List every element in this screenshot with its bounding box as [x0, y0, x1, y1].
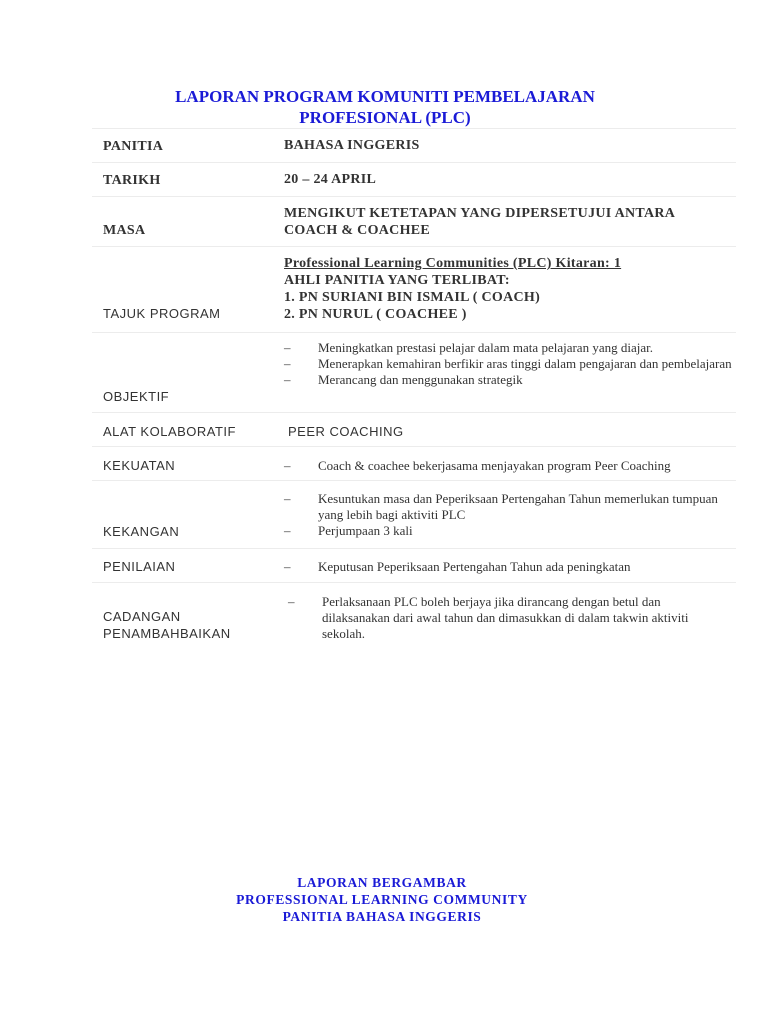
kekangan-item-1: Kesuntukan masa dan Peperiksaan Pertengahan Tahun memerlukan tumpuan yang lebih bagi aktiviti PLC	[318, 491, 718, 522]
value-tajuk-line2: AHLI PANITIA YANG TERLIBAT:	[284, 273, 510, 288]
row-alat-kolaboratif	[92, 412, 736, 447]
label-masa: MASA	[103, 223, 146, 238]
list-item	[284, 491, 734, 523]
value-alat-kolaboratif: PEER COACHING	[288, 424, 404, 439]
label-cadangan-line2: PENAMBAHBAIKAN	[103, 626, 231, 641]
row-masa	[92, 196, 736, 247]
dash-bullet: –	[284, 356, 291, 371]
list-item	[284, 458, 734, 474]
penilaian-item-1: Keputusan Peperiksaan Pertengahan Tahun ada peningkatan	[318, 559, 631, 574]
dash-bullet: –	[284, 340, 291, 355]
dash-bullet: –	[284, 491, 291, 506]
dash-bullet: –	[284, 559, 291, 574]
objektif-item-2: Menerapkan kemahiran berfikir aras tinggi dalam pengajaran dan pembelajaran	[318, 356, 732, 371]
row-cadangan-penambahbaikan	[92, 582, 736, 653]
label-objektif: OBJEKTIF	[103, 389, 170, 404]
footer-line2: PROFESSIONAL LEARNING COMMUNITY	[236, 892, 528, 907]
list-item	[284, 559, 734, 575]
penilaian-list	[284, 559, 734, 575]
kekuatan-item-1: Coach & coachee bekerjasama menjayakan program Peer Coaching	[318, 458, 671, 473]
value-masa-line1: MENGIKUT KETETAPAN YANG DIPERSETUJUI ANTARA	[284, 206, 676, 221]
value-tarikh: 20 – 24 APRIL	[284, 172, 377, 187]
label-tarikh: TARIKH	[103, 173, 161, 188]
objektif-list	[284, 340, 734, 388]
footer-line3: PANITIA BAHASA INGGERIS	[282, 909, 482, 924]
label-alat-kolaboratif: ALAT KOLABORATIF	[103, 424, 236, 439]
label-cadangan-line1: CADANGAN	[103, 609, 181, 624]
cadangan-item-1: Perlaksanaan PLC boleh berjaya jika dirancang dengan betul dan dilaksanakan dari awal tahun dan dimasukkan di dalam takwin aktiviti sekolah.	[322, 594, 689, 641]
dash-bullet: –	[284, 372, 291, 387]
kekangan-list	[284, 491, 734, 539]
list-item	[284, 356, 734, 372]
value-tajuk-line4: 2. PN NURUL ( COACHEE )	[284, 307, 467, 322]
value-masa-line2: COACH & COACHEE	[284, 223, 431, 238]
value-panitia: BAHASA INGGERIS	[284, 138, 420, 153]
report-title-line2: PROFESIONAL (PLC)	[299, 108, 471, 127]
row-panitia	[92, 128, 736, 163]
footer-line1: LAPORAN BERGAMBAR	[297, 875, 467, 890]
label-kekuatan: KEKUATAN	[103, 458, 176, 473]
kekangan-item-2: Perjumpaan 3 kali	[318, 523, 413, 538]
list-item	[284, 340, 734, 356]
list-item	[284, 372, 734, 388]
label-panitia: PANITIA	[103, 139, 164, 154]
row-penilaian	[92, 548, 736, 583]
list-item	[288, 594, 718, 642]
cadangan-list	[288, 594, 718, 642]
dash-bullet: –	[284, 523, 291, 538]
row-kekangan	[92, 480, 736, 549]
label-tajuk-program: TAJUK PROGRAM	[103, 306, 221, 321]
value-tajuk-line3: 1. PN SURIANI BIN ISMAIL ( COACH)	[284, 290, 541, 305]
list-item	[284, 523, 734, 539]
row-tarikh	[92, 162, 736, 197]
dash-bullet: –	[288, 594, 295, 609]
value-tajuk-line1: Professional Learning Communities (PLC) Kitaran: 1	[284, 256, 622, 271]
dash-bullet: –	[284, 458, 291, 473]
report-title-line1: LAPORAN PROGRAM KOMUNITI PEMBELAJARAN	[175, 87, 595, 106]
objektif-item-3: Merancang dan menggunakan strategik	[318, 372, 523, 387]
objektif-item-1: Meningkatkan prestasi pelajar dalam mata pelajaran yang diajar.	[318, 340, 653, 355]
row-kekuatan	[92, 446, 736, 481]
label-kekangan: KEKANGAN	[103, 524, 180, 539]
row-tajuk-program	[92, 246, 736, 333]
row-objektif	[92, 332, 736, 413]
label-penilaian: PENILAIAN	[103, 559, 176, 574]
kekuatan-list	[284, 458, 734, 474]
